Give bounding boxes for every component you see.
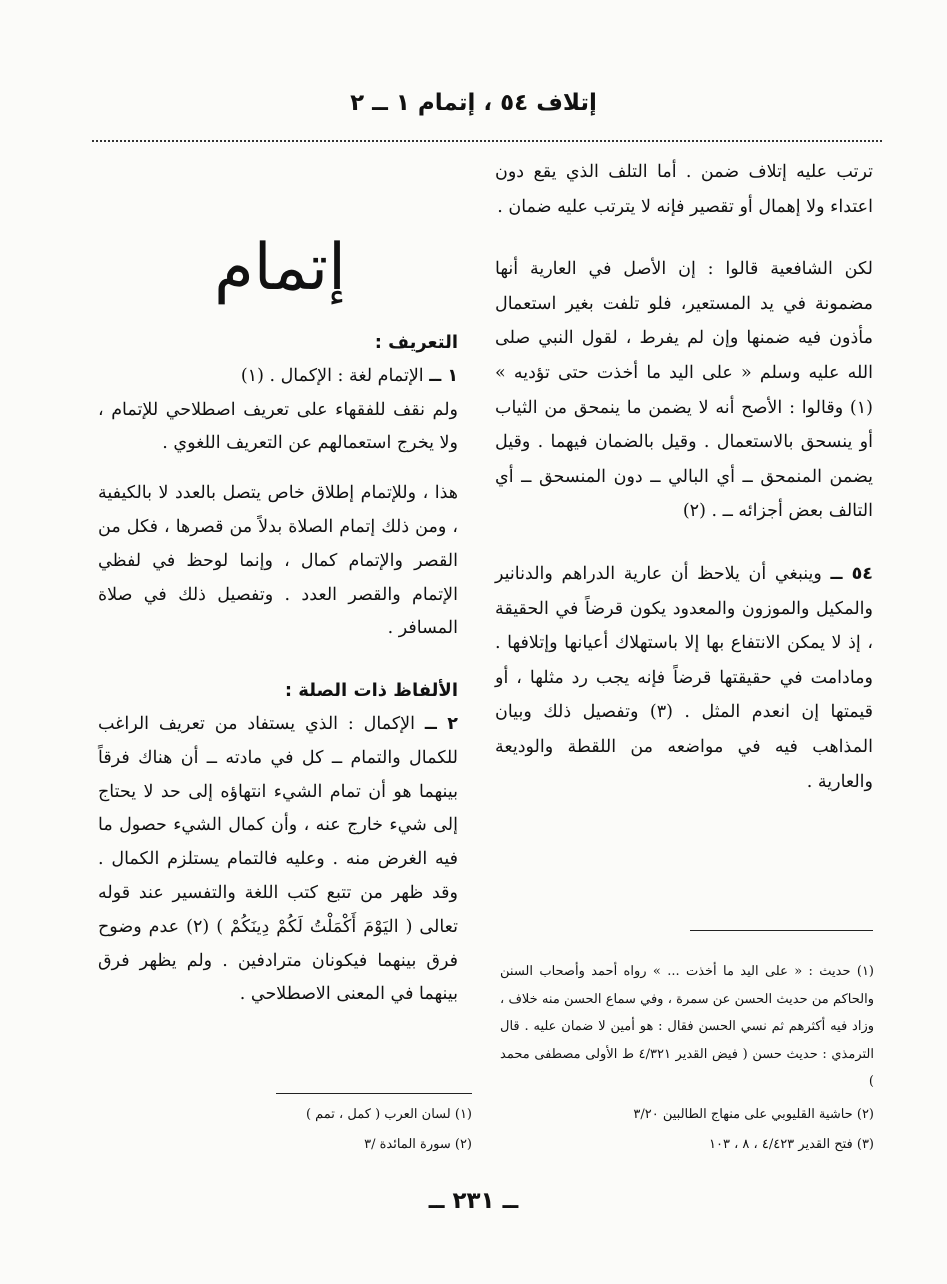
item-1-text: الإتمام لغة : الإكمال . (١) — [240, 365, 424, 386]
footnote-left-1: (١) لسان العرب ( كمل ، تمم ) — [305, 1107, 472, 1122]
header-dotted-rule — [92, 140, 882, 142]
right-paragraph-1: ترتب عليه إتلاف ضمن . أما التلف الذي يقع دون اعتداء ولا إهمال أو تقصير فإنه لا يترتب عليه ضمان . — [495, 162, 873, 217]
footnote-left-2: (٢) سورة المائدة /٣ — [364, 1137, 472, 1152]
footnotes-right-lower — [500, 1100, 874, 1160]
running-header: إتلاف ٥٤ ، إتمام ١ ــ ٢ — [350, 90, 597, 116]
footnotes-right — [500, 958, 874, 1096]
right-paragraph-3 — [495, 557, 873, 799]
right-paragraph-3-text: وينبغي أن يلاحظ أن عارية الدراهم والدنانير والمكيل والموزون والمعدود يكون قرضاً في الحقيقة ، إذ لا يمكن الانتفاع بها إلا باستهلاك أعيانها وإتلافها . ومادامت في حقيقتها قرضاً فإنه يجب رد مثلها ، أو قيمتها إن انعدم المثل . (٣) وتفصيل ذلك وبيان المذاهب فيه في مواضعه من اللقطة والوديعة والعارية . — [495, 563, 873, 792]
footnotes-left — [290, 1100, 472, 1160]
footnote-right-3: (٣) فتح القدير ٤/٤٢٣ ، ٨ ، ١٠٣ — [708, 1137, 874, 1152]
right-column — [495, 155, 873, 799]
item-2 — [98, 708, 458, 1012]
item-2-number: ٢ ــ — [424, 713, 458, 734]
right-paragraph-2: لكن الشافعية قالوا : إن الأصل في العارية أنها مضمونة في يد المستعير، فلو تلفت بغير استعمال مأذون فيه ضمنها وإن لم يفرط ، لقول النبي صلى الله عليه وسلم « على اليد ما أخذت حتى تؤديه » (١) وقالوا : الأصح أنه لا يضمن ما ينمحق من الثياب أو ينسحق بالاستعمال . وقيل بالضمان فيهما . وقيل يضمن المنمحق ــ أي البالي ــ دون المنسحق ــ أي التالف بعض أجزائه ــ . (٢) — [495, 259, 873, 522]
left-column — [98, 326, 458, 1012]
related-terms-heading: الألفاظ ذات الصلة : — [284, 680, 458, 702]
footnote-right-2: (٢) حاشية القليوبي على منهاج الطالبين ٣/٢٠ — [633, 1107, 874, 1122]
footnote-right-1: (١) حديث : « على اليد ما أخذت ... » رواه أحمد وأصحاب السنن والحاكم من حديث الحسن عن سمرة ، وفي سماع الحسن منه خلاف ، وزاد فيه أكثرهم ثم نسي الحسن فقال : هو أمين لا ضمان عليه . قال الترمذي : حديث حسن ( فيض القدير ٤/٣٢١ ط الأولى مصطفى محمد ) — [500, 964, 874, 1089]
paragraph-number-54: ٥٤ ــ — [830, 563, 873, 584]
definition-paragraph: ولم نقف للفقهاء على تعريف اصطلاحي للإتمام ، ولا يخرج استعمالهم عن التعريف اللغوي . — [98, 399, 458, 454]
page-number: ــ ٢٣١ ــ — [428, 1188, 519, 1214]
definition-heading: التعريف : — [374, 332, 458, 353]
footnote-rule-right — [690, 930, 873, 931]
item-2-text: الإكمال : الذي يستفاد من تعريف الراغب للكمال والتمام ــ كل في مادته ــ أن هناك فرقاً بينهما هو أن تمام الشيء انتهاؤه إلى حد لا يحتاج إلى شيء خارج عنه ، وأن كمال الشيء حصول ما فيه الغرض منه . وعليه فالتمام يستلزم الكمال . وقد ظهر من تتبع كتب اللغة والتفسير عند قوله تعالى ( اليَوْمَ أَكْمَلْتُ لَكُمْ دِينَكُمْ ) (٢) عدم وضوح فرق بينهما فيكونان مترادفين . ولم يظهر فرق بينهما في المعنى الاصطلاحي . — [98, 713, 458, 1005]
count-paragraph: هذا ، وللإتمام إطلاق خاص يتصل بالعدد لا بالكيفية ، ومن ذلك إتمام الصلاة بدلاً من قصرها ، فكل من القصر والإتمام كمال ، وإنما لوحظ في لفظي الإتمام والقصر العدد . وتفصيل ذلك في صلاة المسافر . — [98, 483, 458, 639]
entry-title: إتمام — [214, 231, 346, 305]
item-1 — [98, 360, 458, 394]
item-1-number: ١ ــ — [429, 365, 458, 386]
footnote-rule-left — [276, 1093, 472, 1094]
